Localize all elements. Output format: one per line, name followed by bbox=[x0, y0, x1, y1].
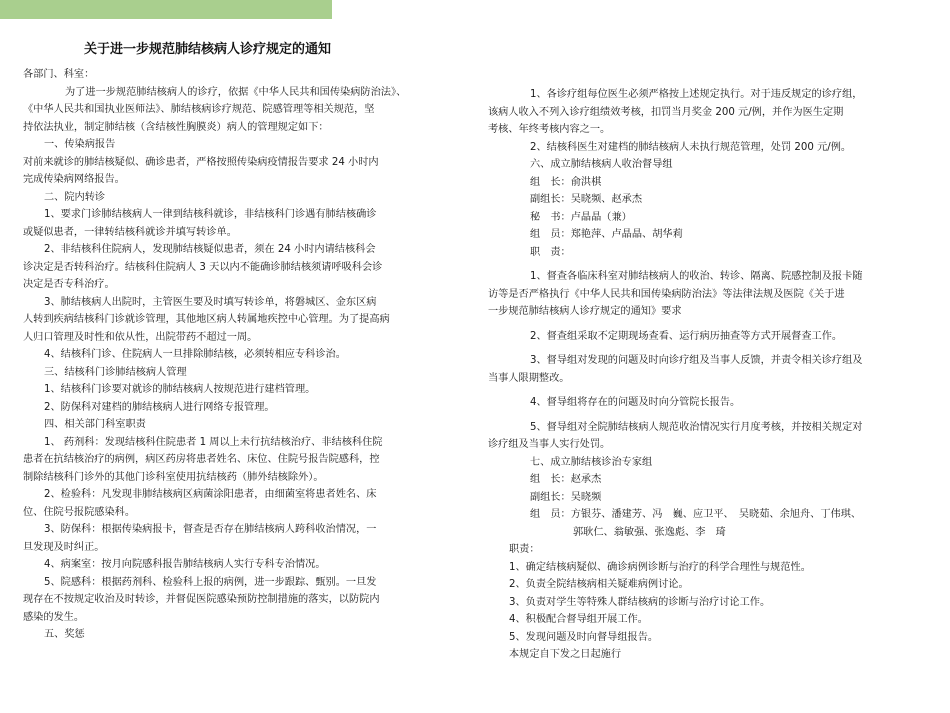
text-line: 五、奖惩 bbox=[44, 629, 85, 640]
text-line: 各部门、科室： bbox=[23, 69, 95, 80]
text-line: 旦发现及时纠正。 bbox=[23, 541, 105, 553]
text-line: 持依法执业，制定肺结核（含结核性胸膜炎）病人的管理规定如下： bbox=[23, 121, 329, 133]
text-line: 位、住院号报院感染科。 bbox=[23, 506, 136, 518]
text-line: 5、发现问题及时向督导组报告。 bbox=[509, 631, 659, 643]
text-line: 该病人收入不列入诊疗组绩效考核，扣罚当月奖金 200 元/例，并作为医生定期 bbox=[488, 106, 844, 118]
text-line: 副组长：吴晓频、赵承杰 bbox=[530, 194, 643, 205]
text-line: 感染的发生。 bbox=[23, 611, 85, 623]
text-line: 一步规范肺结核病人诊疗规定的通知》要求 bbox=[488, 306, 682, 317]
text-line: 现存在不按规定收治及时转诊，并督促医院感染预防控制措施的落实，以防院内 bbox=[23, 594, 380, 605]
text-line: 一、传染病报告 bbox=[44, 139, 116, 150]
text-line: 《中华人民共和国执业医师法》、肺结核病诊疗规范、院感管理等相关规范，坚 bbox=[23, 104, 375, 115]
text-line: 2、督查组采取不定期现场查看、运行病历抽查等方式开展督查工作。 bbox=[530, 330, 843, 342]
text-line: 组 员：方银芬、潘建芳、冯 巍、应卫平、 吴晓茹、余旭舟、丁伟琪、 bbox=[530, 509, 862, 520]
text-line: 考核、年终考核内容之一。 bbox=[488, 124, 611, 135]
text-line: 访等是否严格执行《中华人民共和国传染病防治法》等法律法规及医院《关于进 bbox=[488, 288, 845, 300]
text-line: 对前来就诊的肺结核疑似、确诊患者，严格按照传染病疫情报告要求 24 小时内 bbox=[23, 156, 379, 168]
text-line: 二、院内转诊 bbox=[44, 191, 106, 203]
text-line: 3、督导组对发现的问题及时向诊疗组及当事人反馈，并责令相关诊疗组及 bbox=[530, 355, 863, 366]
left-column bbox=[23, 66, 433, 644]
text-line: 5、院感科：根据药剂科、检验科上报的病例，进一步跟踪、甄别。一旦发 bbox=[44, 576, 377, 588]
text-line: 人归口管理及时性和依从性，出院带药不超过一周。 bbox=[23, 331, 258, 343]
paragraph-gap bbox=[488, 261, 888, 268]
text-line: 患者在抗结核治疗的病例，病区药房将患者姓名、床位、住院号报告院感科，控 bbox=[23, 454, 380, 465]
text-line: 2、负责全院结核病相关疑难病例讨论。 bbox=[509, 579, 689, 590]
text-line: 3、肺结核病人出院时，主管医生要及时填写转诊单，将磐城区、金东区病 bbox=[44, 296, 377, 308]
text-line: 或疑似患者，一律转结核科就诊并填写转诊单。 bbox=[23, 226, 237, 238]
text-line: 1、结核科门诊要对就诊的肺结核病人按规范进行建档管理。 bbox=[44, 384, 316, 395]
text-line: 1、督查各临床科室对肺结核病人的收治、转诊、隔离、院感控制及报卡随 bbox=[530, 271, 863, 282]
text-line: 六、成立肺结核病人收治督导组 bbox=[530, 159, 673, 170]
text-line: 职责： bbox=[509, 544, 540, 555]
text-line: 1、 药剂科：发现结核科住院患者 1 周以上未行抗结核治疗、非结核科住院 bbox=[44, 436, 383, 448]
paragraph-gap bbox=[488, 387, 888, 394]
text-line: 人转到疾病结核科门诊就诊管理，其他地区病人转属地疾控中心管理。为了提高病 bbox=[23, 314, 390, 325]
text-line: 3、负责对学生等特殊人群结核病的诊断与治疗讨论工作。 bbox=[509, 596, 771, 608]
text-line: 制除结核科门诊外的其他门诊科室使用抗结核药（肺外结核除外）。 bbox=[23, 471, 324, 483]
text-line: 5、督导组对全院肺结核病人规范收治情况实行月度考核，并按相关规定对 bbox=[530, 421, 863, 433]
text-line: 2、结核科医生对建档的肺结核病人未执行规范管理，处罚 200 元/例。 bbox=[530, 141, 852, 153]
text-line: 4、督导组将存在的问题及时向分管院长报告。 bbox=[530, 397, 741, 408]
text-line: 2、检验科：凡发现非肺结核病区病菌涂阳患者，由细菌室将患者姓名、床 bbox=[44, 489, 377, 500]
right-column bbox=[488, 86, 888, 664]
text-line: 本规定自下发之日起施行 bbox=[509, 649, 622, 660]
text-line: 三、结核科门诊肺结核病人管理 bbox=[44, 366, 187, 378]
text-line: 决定是否专科治疗。 bbox=[23, 279, 115, 290]
text-line: 2、防保科对建档的肺结核病人进行网络专报管理。 bbox=[44, 401, 275, 413]
text-line: 当事人限期整改。 bbox=[488, 372, 570, 384]
text-line: 2、非结核科住院病人，发现肺结核疑似患者，须在 24 小时内请结核科会 bbox=[44, 244, 376, 255]
text-line: 4、病案室：按月向院感科报告肺结核病人实行专科专治情况。 bbox=[44, 559, 326, 570]
paragraph-gap bbox=[488, 412, 888, 419]
text-line: 4、结核科门诊、住院病人一旦排除肺结核，必须转相应专科诊治。 bbox=[44, 349, 346, 360]
text-line: 组 长：赵承杰 bbox=[530, 474, 602, 485]
text-line: 1、各诊疗组每位医生必须严格按上述规定执行。对于违反规定的诊疗组， bbox=[530, 89, 863, 100]
text-line: 七、成立肺结核诊治专家组 bbox=[530, 456, 653, 468]
text-line: 完成传染病网络报告。 bbox=[23, 174, 125, 185]
paragraph-gap bbox=[488, 321, 888, 328]
text-line: 1、要求门诊肺结核病人一律到结核科就诊，非结核科门诊遇有肺结核确诊 bbox=[44, 209, 377, 220]
text-line: 副组长：吴晓频 bbox=[530, 491, 602, 503]
text-line: 秘 书：卢晶晶（兼） bbox=[530, 211, 632, 223]
text-line: 诊疗组及当事人实行处罚。 bbox=[488, 439, 611, 450]
text-line: 组 长：俞洪棋 bbox=[530, 176, 602, 188]
text-line: 4、积极配合督导组开展工作。 bbox=[509, 614, 648, 625]
text-line: 诊决定是否转科治疗。结核科住院病人 3 天以内不能确诊肺结核须请呼吸科会诊 bbox=[23, 261, 383, 273]
text-line: 郭耿仁、翁敏强、张逸彪、李 琦 bbox=[573, 526, 726, 538]
header-accent-bar bbox=[0, 0, 332, 19]
text-line: 为了进一步规范肺结核病人的诊疗，依据《中华人民共和国传染病防治法》、 bbox=[65, 86, 407, 98]
text-line: 四、相关部门科室职责 bbox=[44, 419, 146, 430]
text-line: 组 员：郑艳萍、卢晶晶、胡华莉 bbox=[530, 229, 683, 240]
text-line: 3、防保科：根据传染病报卡，督查是否存在肺结核病人跨科收治情况，一 bbox=[44, 524, 377, 535]
text-line: 职 责： bbox=[530, 246, 571, 258]
text-line: 1、确定结核病疑似、确诊病例诊断与治疗的科学合理性与规范性。 bbox=[509, 561, 811, 573]
document-title: 关于进一步规范肺结核病人诊疗规定的通知 bbox=[84, 42, 332, 57]
paragraph-gap bbox=[488, 345, 888, 352]
